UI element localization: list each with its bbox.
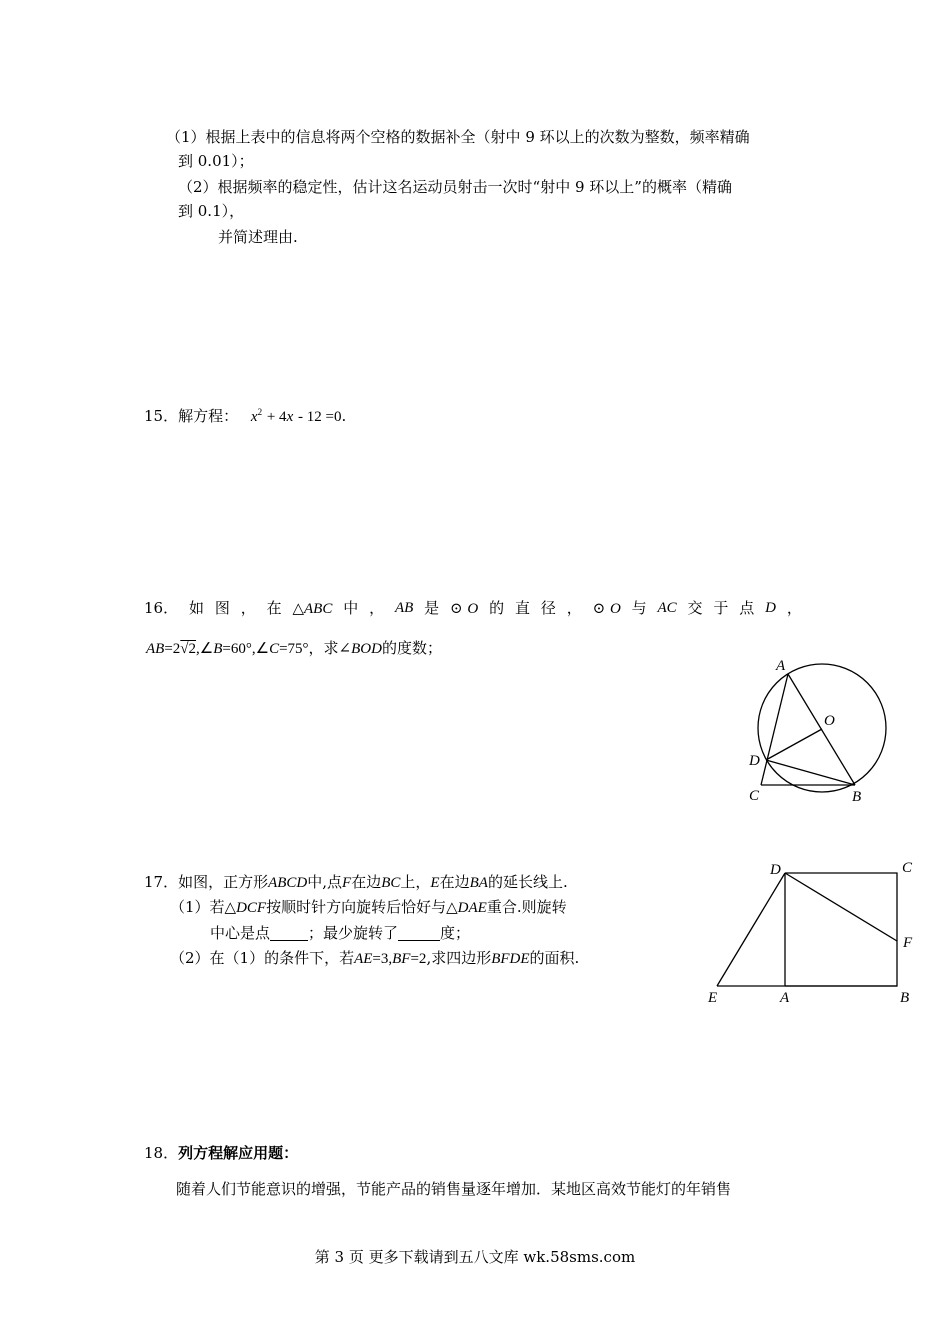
q15-number: 15．: [144, 407, 179, 425]
q16-text: 点: [739, 599, 755, 617]
q16-var-d: D: [765, 600, 777, 616]
q17-text: 重合.则旋转: [486, 898, 567, 916]
q16-triangle-abc: [292, 598, 332, 619]
q18-body: 随着人们节能意识的增强，节能产品的销售量逐年增加．某地区高效节能灯的年销售: [176, 1180, 732, 1198]
q16-text: 如: [188, 599, 204, 617]
q17-text: ,求四边形: [426, 949, 492, 967]
segment-od: [766, 729, 822, 760]
q16-var-o: O: [609, 601, 621, 617]
triangle-symbol: △: [224, 898, 237, 916]
q17-var-e: E: [430, 875, 440, 891]
q16-cond-ab: AB: [146, 641, 165, 657]
q17-text: 按顺时针方向旋转后恰好与: [266, 898, 447, 916]
label-a: A: [776, 658, 786, 674]
q16-circle-figure: [740, 650, 900, 810]
circle-symbol: ⊙: [592, 599, 606, 617]
q17-text: 的延长线上.: [487, 873, 568, 891]
q16-circle-o-2: [593, 598, 621, 619]
label-o: O: [824, 713, 835, 729]
answer-blank-angle[interactable]: [398, 924, 440, 941]
circle-o: [758, 664, 886, 792]
q16-var-o: O: [467, 601, 479, 617]
q15-eq-part1: + 4: [266, 409, 287, 425]
q17-var-dcf: DCF: [236, 900, 267, 916]
q18-number: 18．: [144, 1144, 179, 1162]
label-d: D: [770, 862, 781, 878]
answer-blank-center[interactable]: [270, 924, 308, 941]
q15-var-x: x: [250, 409, 258, 425]
label-c: C: [749, 788, 760, 804]
segment-df: [785, 873, 897, 941]
label-e: E: [708, 990, 718, 1006]
q15-eq-end: .: [341, 407, 347, 425]
q15-question: [144, 402, 346, 427]
q16-text: 与: [631, 599, 647, 617]
q18-title: 列方程解应用题：: [178, 1144, 299, 1162]
q16-text: 在: [266, 599, 282, 617]
label-f: F: [903, 935, 913, 951]
q17-question-line4: [170, 948, 579, 969]
q16-text: 是: [424, 599, 440, 617]
q18-heading: [144, 1143, 298, 1163]
q17-question-line3: [210, 923, 470, 943]
segment-de: [717, 873, 785, 986]
label-d: D: [749, 753, 760, 769]
q17-var-abcd: ABCD: [268, 875, 308, 891]
q14-part2-line1: （2）根据频率的稳定性，估计这名运动员射击一次时“射中 9 环以上”的概率（精确: [178, 178, 732, 196]
q17-square-figure: [700, 852, 920, 1012]
q16-text: 图: [214, 599, 230, 617]
q14-part1-line1: （1）根据上表中的信息将两个空格的数据补全（射中 9 环以上的次数为整数，频率精确: [166, 128, 750, 146]
q16-ask: ，求∠: [308, 639, 352, 657]
q16-question-line1: [144, 598, 802, 619]
q17-question-line2: [170, 897, 567, 918]
q17-var-dae: DAE: [457, 900, 487, 916]
q15-label: 解方程：: [178, 407, 239, 425]
q17-text: 上，: [400, 873, 431, 891]
triangle-symbol: △: [292, 599, 304, 617]
q17-text: 在边: [439, 873, 470, 891]
q16-text: 于: [713, 599, 729, 617]
q16-var-ac: AC: [657, 600, 677, 616]
q15-eq-part2: - 12 =0: [298, 409, 342, 425]
circle-symbol: ⊙: [450, 599, 463, 617]
square-abcd: [785, 873, 897, 986]
q17-text: ；最少旋转了: [308, 924, 399, 942]
q15-var-x2: x: [286, 409, 294, 425]
q16-question-line2: [146, 638, 442, 659]
q16-text: ，: [369, 599, 385, 617]
q14-part2-line3: 并简述理由.: [218, 228, 298, 246]
q16-cond-eq2: =60°,∠: [222, 641, 270, 657]
label-b: B: [852, 789, 862, 805]
triangle-symbol: △: [446, 898, 458, 916]
q17-var-bf: BF: [392, 951, 411, 967]
q16-cond-c: C: [269, 641, 280, 657]
q17-text: 17．如图，正方形: [144, 873, 269, 891]
q16-circle-o: [450, 598, 478, 619]
q16-var-abc: ABC: [304, 601, 333, 617]
q17-var-bc: BC: [381, 875, 401, 891]
q16-text: 中: [343, 599, 359, 617]
q17-var-f: F: [342, 875, 352, 891]
q17-text: （1）若: [170, 898, 225, 916]
q14-part1-line2: 到 0.01）；: [178, 152, 254, 170]
q16-cond-b: B: [213, 641, 223, 657]
segment-ac: [761, 674, 788, 785]
q16-text: ，: [786, 599, 802, 617]
q16-cond-eq3: =75°: [279, 641, 309, 657]
q16-text: 的: [489, 599, 505, 617]
label-c: C: [902, 860, 913, 876]
q17-eq: =2: [410, 951, 427, 967]
q17-text: 在边: [351, 873, 382, 891]
q17-text: （2）在（1）的条件下，若: [170, 949, 355, 967]
q16-ask-bod: BOD: [351, 641, 382, 657]
q15-exponent: 2: [257, 407, 263, 417]
q17-var-bfde: BFDE: [491, 951, 530, 967]
q17-text: 中,点: [307, 873, 343, 891]
q16-text: ，: [240, 599, 256, 617]
q17-text: 度；: [440, 924, 471, 942]
q16-text: 径: [540, 599, 556, 617]
q16-ask-end: 的度数；: [381, 639, 442, 657]
q16-cond-eq1: =2: [164, 641, 181, 657]
q16-text: 直: [514, 599, 530, 617]
q16-cond-sqrt: √2: [180, 641, 197, 657]
q17-eq: =3,: [372, 951, 393, 967]
q17-text: 中心是点: [210, 924, 271, 942]
q17-var-ba: BA: [469, 875, 488, 891]
q17-text: 的面积.: [529, 949, 580, 967]
q16-number: 16．: [144, 599, 179, 617]
q16-cond-sep: ,∠: [196, 641, 214, 657]
q17-question-line1: [144, 872, 568, 893]
q16-text: ，: [566, 599, 582, 617]
q16-var-ab: AB: [394, 600, 414, 616]
page-footer: 第 3 页 更多下载请到五八文库 wk.58sms.com: [314, 1248, 636, 1266]
q16-text: 交: [687, 599, 703, 617]
label-a: A: [780, 990, 790, 1006]
q14-part2-line2: 到 0.1），: [178, 202, 245, 220]
label-b: B: [900, 990, 910, 1006]
q17-var-ae: AE: [354, 951, 373, 967]
